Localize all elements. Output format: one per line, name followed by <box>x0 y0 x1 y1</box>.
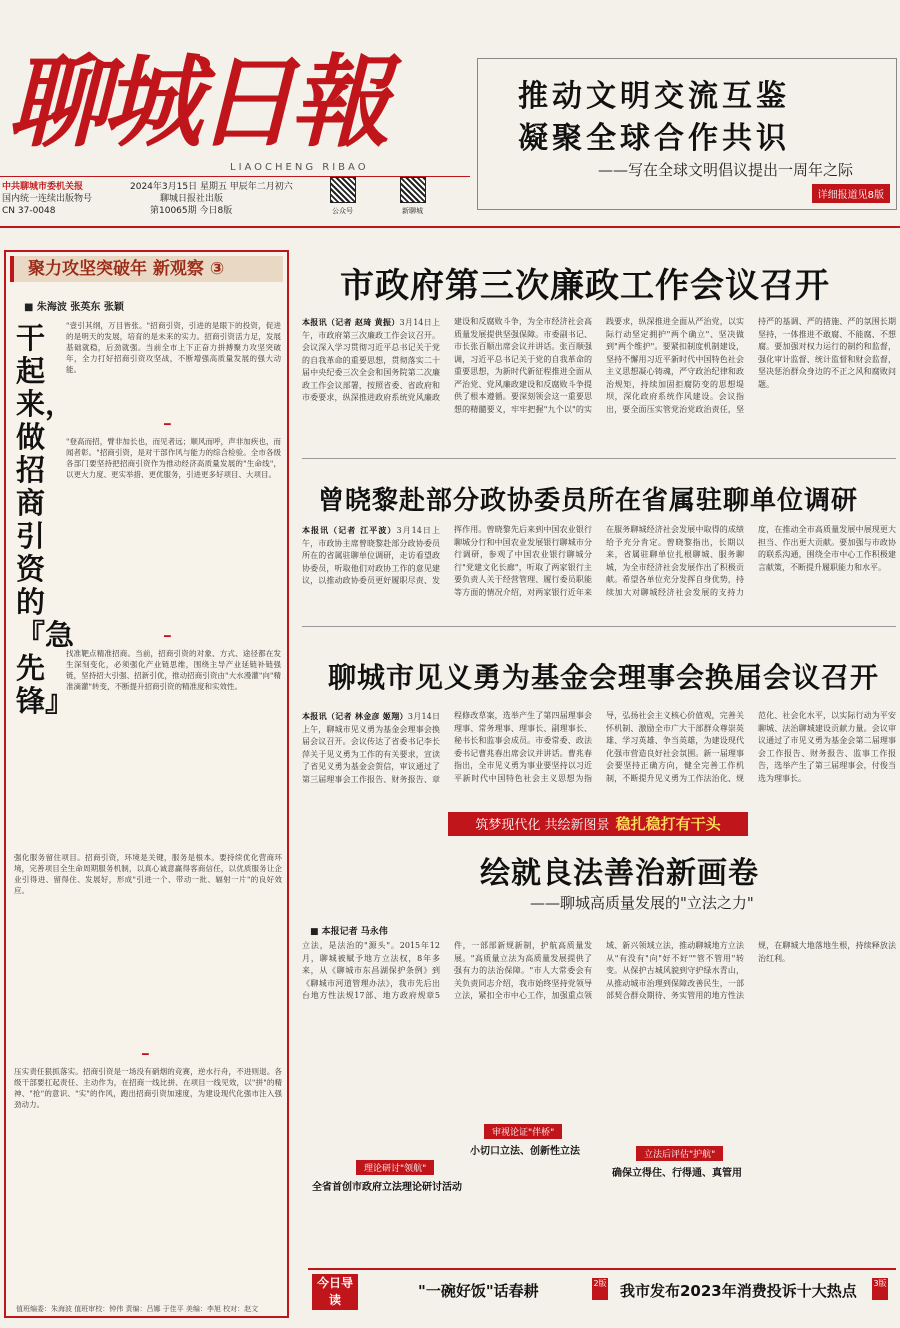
article3-body <box>302 710 896 802</box>
banner-right: 稳扎稳打有干头 <box>615 815 721 833</box>
article1-text: 3月14日上午，市政府第三次廉政工作会议召开。会议深入学习贯彻习近平总书记关于党的自我革命的重要思想，贯彻落实二十届中央纪委三次全会和国务院第二次廉政工作会议部署，按照省委、省政府和市委要求，纵深推进政府系统党风廉政建设和反腐败斗争，为全市经济社会高质量发展提供坚强保障。市委副书记、市长张百顺出席会议并讲话。张百顺强调，习近平总书记关于党的自我革命的重要思想，为新时代新征程推进全面从严治党、党风廉政建设和反腐败斗争提供了根本遵循。要深刻领会这一重要思想的精髓要义，牢牢把握"九个以"的实践要求，纵深推进全面从严治党，以实际行动坚定拥护"两个确立"、坚决做到"两个维护"。要紧扣制度机制建设，坚持不懈用习近平新时代中国特色社会主义思想凝心铸魂，严守政治纪律和政治规矩，持续加固拒腐防变的思想堤坝，深化政府系统作风建设。会议指出，要全面压实管党治党政治责任，坚持严的基调、严的措施、严的氛围长期坚持，一体推进不敢腐、不能腐、不想腐。要加强对权力运行的制约和监督，强化审计监督、统计监督和财会监督，坚决惩治群众身边的不正之风和腐败问题。 <box>302 317 896 414</box>
subhead-label: 审视论证"伴桥" <box>484 1124 562 1139</box>
left-paragraph: 强化服务留住项目。招商引资，环境是关键，服务是根本。要持续优化营商环境，完善项目全生命周期服务机制，以真心诚意赢得客商信任，以优质服务让企业引得进、留得住、发展好，形成"引进一个、带动一批、辐射一片"的良好效应。 <box>14 853 282 895</box>
divider <box>302 458 896 459</box>
left-authors: ■ 朱海波 张英东 张颖 <box>24 302 124 313</box>
today-guide <box>308 1268 896 1310</box>
cn-number: CN 37-0048 <box>2 206 56 216</box>
subhead-label: 理论研讨"领航" <box>356 1160 434 1175</box>
left-column-article <box>4 250 289 1318</box>
guide-item-2-page[interactable]: 3版 <box>872 1278 888 1300</box>
left-paragraph: 找准靶点精准招商。当前，招商引资的对象、方式、途径都在发生深刻变化，必须强化产业链思维，围绕主导产业延链补链强链，坚持招大引强、招新引优，推动招商引资由"大水漫灌"向"精准滴灌"转变，不断提升招商引资的精准度和实效性。 <box>66 649 281 691</box>
article1-byline: 本报讯（记者 赵琦 黄振） <box>302 317 400 327</box>
editor-credits: 值班编委：朱海波 值班审校：钟伟 责编：吕娜 于佳平 美编：李旭 校对：赵文 <box>16 1305 259 1313</box>
article2-byline: 本报讯（记者 江平波） <box>302 525 397 535</box>
article3-byline: 本报讯（记者 林金彦 姬翔） <box>302 711 408 721</box>
dateline <box>0 176 470 216</box>
section-mark: ━ <box>164 630 171 643</box>
article2-headline[interactable]: 曾晓黎赴部分政协委员所在省属驻聊单位调研 <box>318 486 859 516</box>
guide-item-2[interactable]: 我市发布2023年消费投诉十大热点 <box>620 1282 857 1300</box>
subhead-label: 立法后评估"护航" <box>636 1146 723 1161</box>
subhead-title: 全省首创市政府立法理论研讨活动 <box>312 1182 462 1193</box>
left-paragraph: "登高而招，臂非加长也，而见者远；顺风而呼，声非加疾也，而闻者彰。"招商引资，是对干部作风与能力的综合检验。全市各级各部门要坚持把招商引资作为推动经济高质量发展的"生命线"，以更大力度、更实举措、更优服务，引进更多好项目、大项目。 <box>66 437 281 479</box>
guide-item-1[interactable]: "一碗好饭"话春耕 <box>418 1282 539 1300</box>
divider <box>302 626 896 627</box>
feature-subtitle: ——聊城高质量发展的"立法之力" <box>530 894 754 912</box>
issue-number: 第10065期 今日8版 <box>150 206 233 216</box>
logo-pinyin: LIAOCHENG RIBAO <box>230 162 369 173</box>
feature-body <box>302 940 896 1258</box>
today-guide-label: 今日导读 <box>312 1274 358 1310</box>
article2-body <box>302 524 896 614</box>
subhead-title: 确保立得住、行得通、真管用 <box>612 1168 742 1179</box>
feature-text: 立法，是法治的"源头"。2015年12月，聊城被赋予地方立法权，8年多来，从《聊城市东昌湖保护条例》到《聊城市河道管理办法》，我市先后出台地方性法规17部、地方政府规章5件，一部部新规新制，护航高质量发展。"高质量立法为高质量发展提供了强有力的法治保障。"市人大常委会有关负责同志介绍，我市始终坚持党领导立法，紧扣全市中心工作，加强重点领域、新兴领域立法，推动聊城地方立法从"有没有"向"好不好""管不管用"转变。从保护古城风貌到守护绿水青山，从推动城市治理到保障改善民生，一部部契合群众期待、务实管用的地方性法规，在聊城大地落地生根，持续释放法治红利。 <box>302 941 896 1000</box>
masthead-divider <box>0 226 900 228</box>
promo-title-line2: 凝聚全球合作共识 <box>518 121 790 156</box>
guide-item-1-page[interactable]: 2版 <box>592 1278 608 1300</box>
article1-body <box>302 316 896 444</box>
left-headline: 干起来，做招商引资的『急先锋』 <box>16 321 75 718</box>
article2-text: 3月14日上午，市政协主席曾晓黎赴部分政协委员所在的省属驻聊单位调研，走访看望政协委员，听取他们对政协工作的意见建议，以推动政协委员更好履职尽责、发挥作用。曾晓黎先后来到中国农业银行聊城分行和中国农业发展银行聊城市分行调研，参观了中国农业银行聊城分行"党建文化长廊"，听取了两家银行主要负责人关于经营管理、履行委员职能等方面的情况介绍，对两家银行近年来在服务聊城经济社会发展中取得的成绩给予充分肯定。曾晓黎指出，长期以来，省属驻聊单位扎根聊城、服务聊城，为全市经济社会发展作出了积极贡献。希望各单位充分发挥自身优势，持续加大对聊城经济社会发展的支持力度，在推动全市高质量发展中展现更大担当、作出更大贡献。要加强与市政协的联系沟通，围绕全市中心工作积极建言献策，不断提升履职能力和水平。 <box>302 525 896 597</box>
feature-headline[interactable]: 绘就良法善治新画卷 <box>480 856 759 891</box>
qr-code-icon[interactable] <box>400 177 426 203</box>
qr2-label: 新聊城 <box>402 207 423 215</box>
feature-byline: ■ 本报记者 马永伟 <box>310 927 388 937</box>
promo-box[interactable] <box>477 58 897 210</box>
article3-text: 3月14日上午，聊城市见义勇为基金会理事会换届会议召开。会议传达了省委书记李长萍关于见义勇为工作的有关要求，宣读了省见义勇为基金会贺信，审议通过了第三届理事会工作报告、财务报告、章程修改草案，选举产生了第四届理事会理事、常务理事、理事长、副理事长、秘书长和监事会成员。市委常委、政法委书记曹兆春出席会议并讲话。曹兆春指出，全市见义勇为事业要坚持以习近平新时代中国特色社会主义思想为指导，弘扬社会主义核心价值观，完善关怀机制、激励全市广大干部群众尊崇英雄、学习英雄、争当英雄，为建设现代化强市营造良好社会氛围。新一届理事会要坚持正确方向，健全完善工作机制，不断提升见义勇为工作法治化、规范化、社会化水平，以实际行动为平安聊城、法治聊城建设贡献力量。会议审议通过了市见义勇为基金会第二届理事会工作报告、财务报告、监事工作报告，选举产生了第三届理事会，付俊当选为理事长。 <box>302 711 896 784</box>
theme-banner <box>448 812 748 836</box>
newspaper-logo: 聊城日報 <box>8 44 384 161</box>
left-paragraph: 压实责任狠抓落实。招商引资是一场没有硝烟的竞赛，逆水行舟，不进则退。各级干部要扛起责任、主动作为，在招商一线比拼、在项目一线见效，以"拼"的精神、"抢"的意识、"实"的作风，跑出招商引资加速度，为建设现代化强市注入强劲动力。 <box>14 1067 282 1109</box>
cn-code: 国内统一连续出版物号 <box>2 194 93 204</box>
issuer: 聊城日报社出版 <box>160 194 224 204</box>
article1-headline[interactable]: 市政府第三次廉政工作会议召开 <box>340 266 830 306</box>
promo-title-line1: 推动文明交流互鉴 <box>518 79 790 114</box>
qr1-label: 公众号 <box>332 207 353 215</box>
promo-subtitle: ——写在全球文明倡议提出一周年之际 <box>598 161 854 179</box>
section-mark: ━ <box>164 418 171 431</box>
subhead-title: 小切口立法、创新性立法 <box>470 1146 580 1157</box>
article3-headline[interactable]: 聊城市见义勇为基金会理事会换届会议召开 <box>328 661 880 694</box>
banner-left: 筑梦现代化 共绘新图景 <box>475 818 610 833</box>
series-label: 聚力攻坚突破年 新观察 ③ <box>10 256 283 282</box>
left-paragraph: "壹引其纲，万目皆张。"招商引资，引进的是眼下的投资，促进的是明天的发展，培育的是未来的实力。招商引资活力足，发展基础就稳，后劲就强。当前全市上下正奋力拼搏聚力攻坚突破年，全力打好招商引资攻坚战，不断增强高质量发展的强大动能。 <box>66 321 281 374</box>
section-mark: ━ <box>142 1048 149 1061</box>
publisher: 中共聊城市委机关报 <box>2 182 84 192</box>
issue-date: 2024年3月15日 星期五 甲辰年二月初六 <box>130 182 293 192</box>
promo-link[interactable]: 详细报道见8版 <box>812 184 890 203</box>
qr-code-icon[interactable] <box>330 177 356 203</box>
